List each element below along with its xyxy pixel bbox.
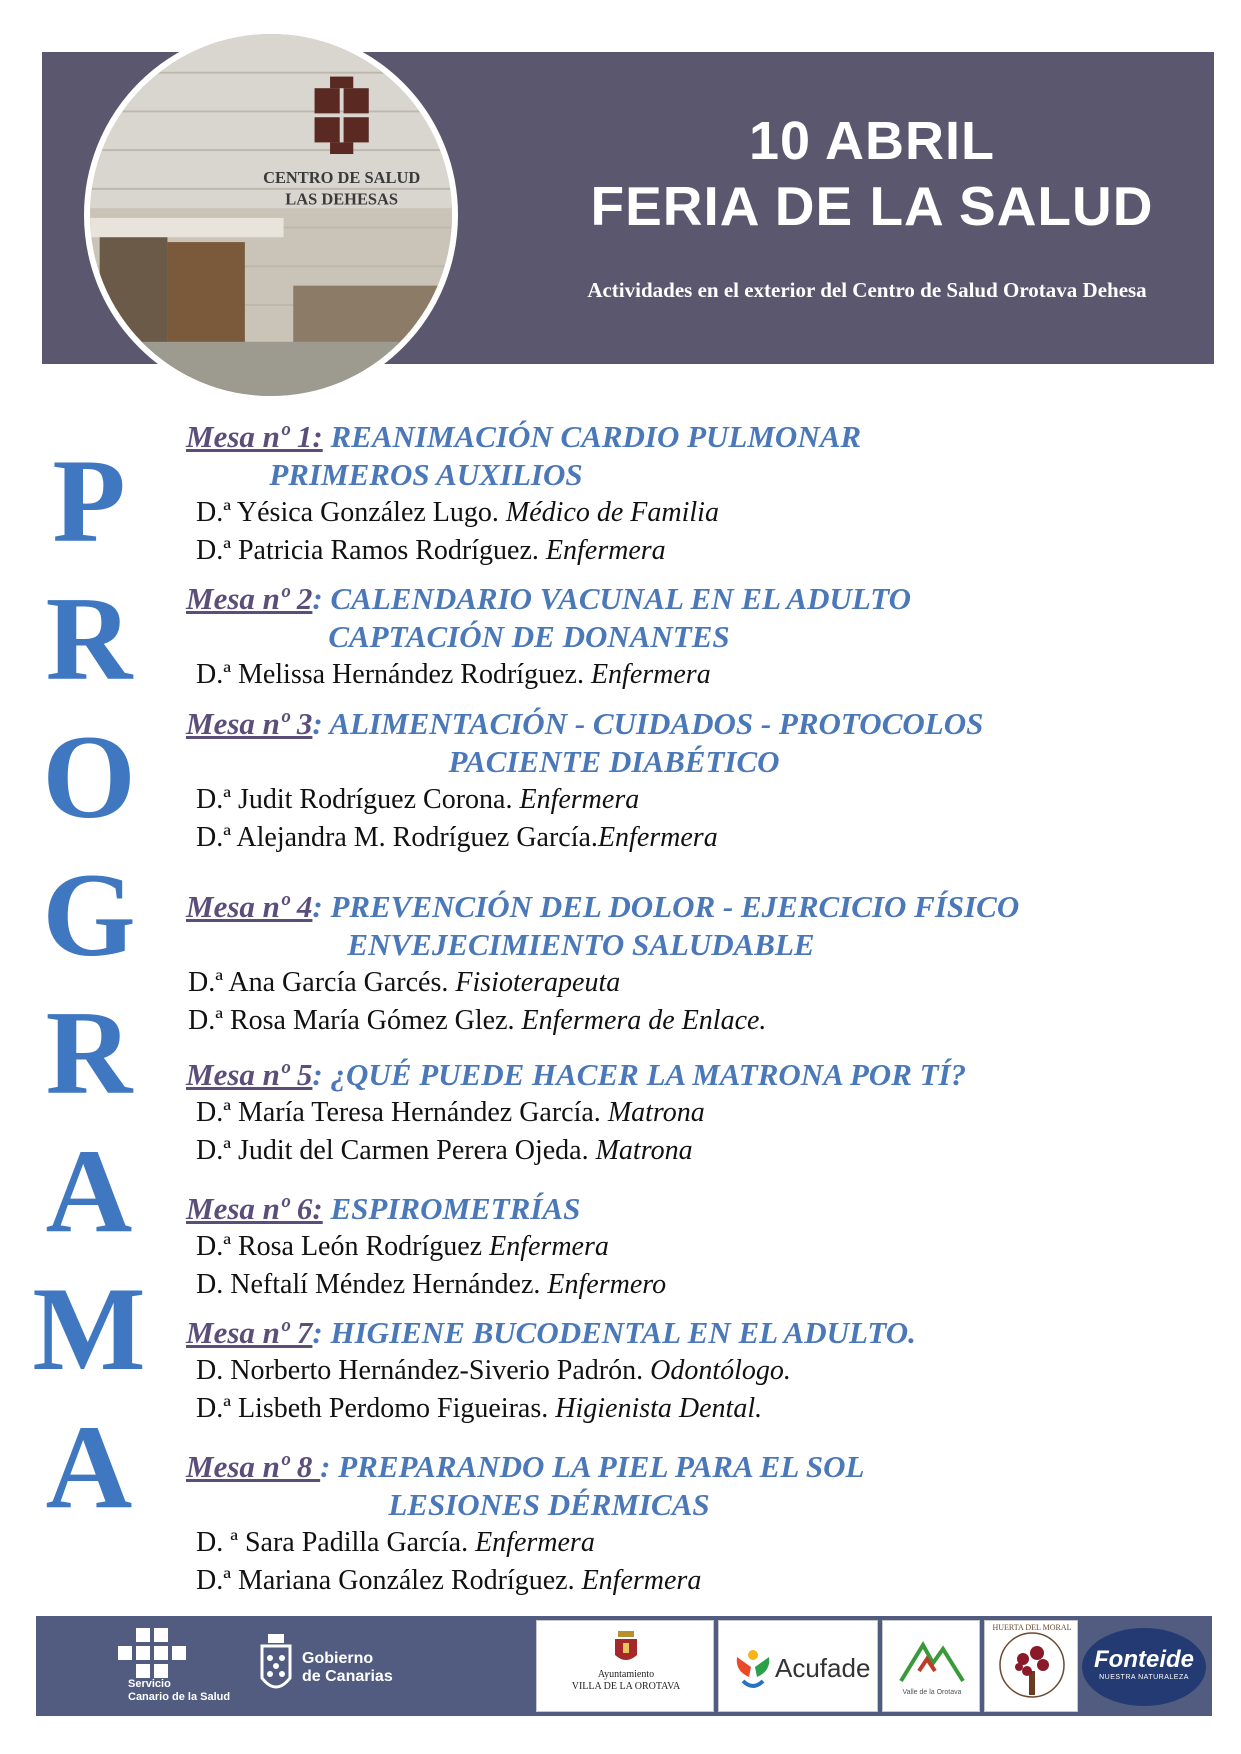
mesa-subtitle: PRIMEROS AUXILIOS	[269, 457, 583, 492]
speaker: D.ª Rosa María Gómez Glez. Enfermera de Enlace.	[188, 1005, 767, 1036]
sign-line2: LAS DEHESAS	[285, 189, 399, 209]
speaker: D.ª Lisbeth Perdomo Figueiras. Higienista Dental.	[196, 1393, 763, 1424]
letter: O	[42, 710, 136, 843]
valle-orotava-logo: Valle de la Orotava	[882, 1620, 980, 1712]
programa-vertical-title	[30, 432, 148, 1536]
canarias-shield-icon	[256, 1630, 296, 1700]
acufade-hands-icon	[733, 1647, 773, 1691]
letter: R	[45, 572, 133, 705]
fonteide-logo: Fonteide NUESTRA NATURALEZA	[1082, 1628, 1206, 1706]
letter: A	[45, 1400, 133, 1533]
mesa-label: Mesa nº 4	[186, 889, 313, 924]
speaker: D.ª Rosa León Rodríguez Enfermera	[196, 1231, 609, 1262]
mesa-subtitle: PACIENTE DIABÉTICO	[448, 744, 780, 779]
coat-of-arms-icon	[613, 1631, 639, 1665]
mesa-title: PREPARANDO LA PIEL PARA EL SOL	[338, 1449, 865, 1484]
speaker: D.ª Yésica González Lugo. Médico de Familia	[196, 497, 719, 528]
speaker: D.ª Patricia Ramos Rodríguez. Enfermera	[196, 535, 666, 566]
mesa-title: ALIMENTACIÓN - CUIDADOS - PROTOCOLOS	[329, 706, 984, 741]
mesa-6	[186, 1190, 1186, 1304]
event-title: FERIA DE LA SALUD	[590, 175, 1154, 237]
mesa-2: Mesa nº 2: CALENDARIO VACUNAL EN EL ADULTO CAPTACIÓN DE DONANTES D.ª Melissa Hernández Rodríguez. Enfermera	[186, 580, 1186, 694]
mesa-title: REANIMACIÓN CARDIO PULMONAR	[330, 419, 862, 454]
building-illustration	[90, 34, 452, 396]
mesa-4: Mesa nº 4: PREVENCIÓN DEL DOLOR - EJERCICIO FÍSICO ENVEJECIMIENTO SALUDABLE D.ª Ana García Garcés. Fisioterapeuta D.ª Rosa María Gómez Glez. Enfermera de Enlace.	[186, 888, 1186, 1040]
health-center-photo	[84, 28, 458, 402]
scs-logo-text: Servicio Canario de la Salud	[128, 1678, 231, 1703]
mesa-subtitle: LESIONES DÉRMICAS	[388, 1487, 710, 1522]
tree-icon	[993, 1625, 1071, 1709]
acufade-logo: Acufade	[718, 1620, 878, 1712]
mesa-5: Mesa nº 5: ¿QUÉ PUEDE HACER LA MATRONA POR TÍ? D.ª María Teresa Hernández García. Matrona D.ª Judit del Carmen Perera Ojeda. Matrona	[186, 1056, 1186, 1170]
mountain-icon	[897, 1635, 967, 1685]
speaker: D. ª Sara Padilla García. Enfermera	[196, 1527, 595, 1558]
letter: M	[32, 1262, 146, 1395]
letter: A	[45, 1124, 133, 1257]
mesa-7: Mesa nº 7: HIGIENE BUCODENTAL EN EL ADULTO. D. Norberto Hernández-Siverio Padrón. Odontólogo. D.ª Lisbeth Perdomo Figueiras. Higienista Dental.	[186, 1314, 1186, 1428]
event-subtitle: Actividades en el exterior del Centro de Salud Orotava Dehesa	[587, 278, 1147, 302]
mesa-title: ¿QUÉ PUEDE HACER LA MATRONA POR TÍ?	[330, 1057, 967, 1092]
mesa-label: Mesa nº 6:	[186, 1191, 323, 1226]
mesa-label: Mesa nº 3	[186, 706, 313, 741]
speaker: D. Norberto Hernández-Siverio Padrón. Odontólogo.	[196, 1355, 791, 1386]
mesa-label: Mesa nº 2	[186, 581, 313, 616]
mesa-subtitle: CAPTACIÓN DE DONANTES	[328, 619, 730, 654]
mesa-label: Mesa nº 5	[186, 1057, 313, 1092]
mesa-title: HIGIENE BUCODENTAL EN EL ADULTO.	[330, 1315, 916, 1350]
mesa-label: Mesa nº 8	[186, 1449, 321, 1484]
scs-cross-icon	[112, 1626, 192, 1678]
gobierno-logo-text: Gobierno de Canarias	[302, 1650, 393, 1685]
mesa-3: Mesa nº 3: ALIMENTACIÓN - CUIDADOS - PROTOCOLOS PACIENTE DIABÉTICO D.ª Judit Rodríguez Corona. Enfermera D.ª Alejandra M. Rodríguez García.Enfermera	[186, 705, 1186, 857]
sign-line1: CENTRO DE SALUD	[263, 168, 421, 188]
huerta-del-moral-logo: HUERTA DEL MORAL	[984, 1620, 1078, 1712]
speaker: D.ª Mariana González Rodríguez. Enfermera	[196, 1565, 702, 1596]
letter: P	[52, 434, 126, 567]
speaker: D.ª Judit del Carmen Perera Ojeda. Matrona	[196, 1135, 693, 1166]
letter: R	[45, 986, 133, 1119]
speaker: D.ª María Teresa Hernández García. Matrona	[196, 1097, 705, 1128]
event-date: 10 ABRIL	[748, 111, 996, 171]
mesa-8: Mesa nº 8 : PREPARANDO LA PIEL PARA EL SOL LESIONES DÉRMICAS D. ª Sara Padilla García. Enfermera D.ª Mariana González Rodríguez. Enfermera	[186, 1448, 1186, 1600]
mesa-label: Mesa nº 7	[186, 1315, 313, 1350]
ayuntamiento-logo: Ayuntamiento VILLA DE LA OROTAVA	[536, 1620, 714, 1712]
mesa-title: ESPIROMETRÍAS	[330, 1191, 581, 1226]
speaker: D.ª Melissa Hernández Rodríguez. Enfermera	[196, 659, 711, 690]
mesa-title: CALENDARIO VACUNAL EN EL ADULTO	[330, 581, 911, 616]
speaker: D.ª Alejandra M. Rodríguez García.Enfermera	[196, 822, 718, 853]
speaker: D.ª Judit Rodríguez Corona. Enfermera	[196, 784, 640, 815]
mesa-subtitle: ENVEJECIMIENTO SALUDABLE	[347, 927, 815, 962]
speaker: D. Neftalí Méndez Hernández. Enfermero	[196, 1269, 667, 1300]
letter: G	[42, 848, 136, 981]
speaker: D.ª Ana García Garcés. Fisioterapeuta	[188, 967, 621, 998]
mesa-1	[186, 418, 1186, 570]
mesa-title: PREVENCIÓN DEL DOLOR - EJERCICIO FÍSICO	[330, 889, 1020, 924]
mesa-label: Mesa nº 1:	[186, 419, 323, 454]
